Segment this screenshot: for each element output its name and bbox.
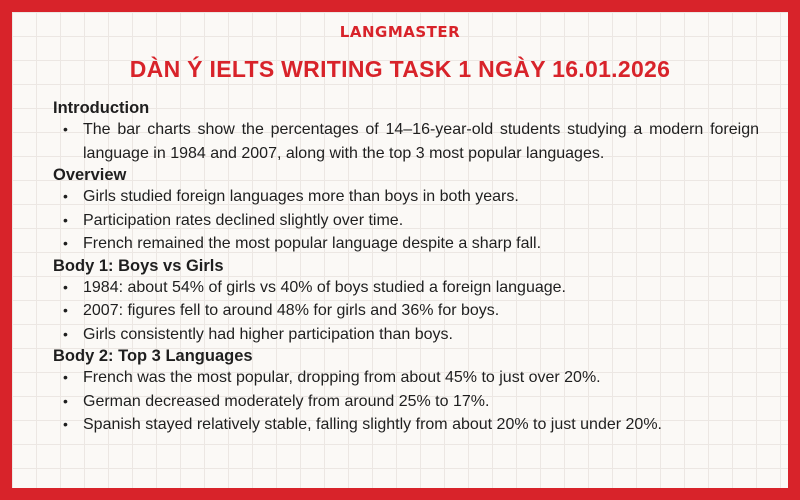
- document-card: [12, 12, 788, 488]
- page-title: DÀN Ý IELTS WRITING TASK 1 NGÀY 16.01.2026: [129, 56, 671, 82]
- section-introduction: [53, 98, 759, 165]
- list-item: • Participation rates declined slightly over time.: [53, 209, 759, 233]
- list-item: • French was the most popular, dropping from about 45% to just over 20%.: [53, 366, 759, 390]
- section-heading: Overview: [53, 166, 127, 184]
- brand-logo: LANGMASTER: [339, 23, 461, 41]
- section-heading: Body 2: Top 3 Languages: [53, 347, 253, 365]
- list-item: • Spanish stayed relatively stable, falling slightly from about 20% to just under 20%.: [53, 413, 759, 437]
- bullet-list: [53, 366, 759, 437]
- section-overview: [53, 165, 759, 256]
- bullet-list: [53, 185, 759, 256]
- list-item: • Girls studied foreign languages more than boys in both years.: [53, 185, 759, 209]
- section-heading: Introduction: [53, 99, 150, 117]
- list-item: • French remained the most popular language despite a sharp fall.: [53, 232, 759, 256]
- list-item: • The bar charts show the percentages of 14–16-year-old students studying a modern foreign language in 1984 and 2007, along with the top 3 most popular languages.: [53, 118, 759, 165]
- section-body-1: [53, 256, 759, 347]
- section-body-2: [53, 346, 759, 437]
- outline-content: [53, 98, 759, 437]
- list-item: • German decreased moderately from around 25% to 17%.: [53, 390, 759, 414]
- bullet-list: [53, 276, 759, 347]
- section-heading: Body 1: Boys vs Girls: [53, 256, 224, 275]
- list-item: • 1984: about 54% of girls vs 40% of boys studied a foreign language.: [53, 276, 759, 300]
- list-item: • 2007: figures fell to around 48% for girls and 36% for boys.: [53, 299, 759, 323]
- list-item: • Girls consistently had higher participation than boys.: [53, 323, 759, 347]
- bullet-list: [53, 118, 759, 165]
